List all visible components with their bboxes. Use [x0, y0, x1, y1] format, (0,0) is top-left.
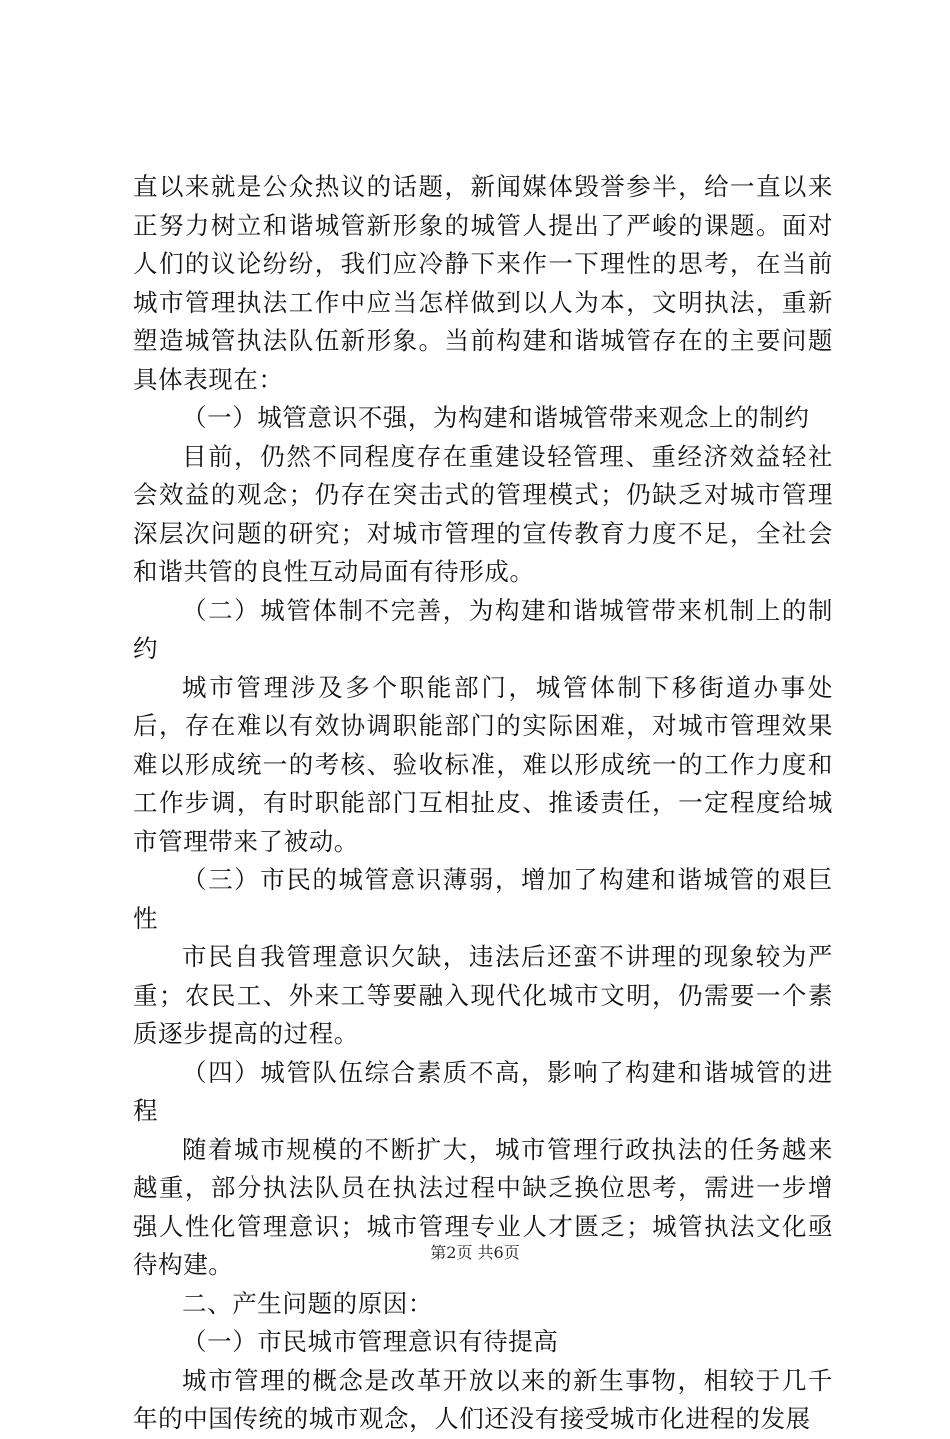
paragraph-body-1: 目前，仍然不同程度存在重建设轻管理、重经济效益轻社会效益的观念；仍存在突击式的管理模式；仍缺乏对城市管理深层次问题的研究；对城市管理的宣传教育力度不足，全社会和谐共管的良性互动局面有待形成。: [133, 441, 833, 586]
section-heading-4: （四）城管队伍综合素质不高，影响了构建和谐城管的进程: [133, 1057, 833, 1125]
paragraph-body-4: 随着城市规模的不断扩大，城市管理行政执法的任务越来越重，部分执法队员在执法过程中缺乏换位思考，需进一步增强人性化管理意识；城市管理专业人才匮乏；城管执法文化亟待构建。: [133, 1134, 833, 1279]
page-footer: [0, 1240, 950, 1263]
paragraph-body-3: 市民自我管理意识欠缺，违法后还蛮不讲理的现象较为严重；农民工、外来工等要融入现代化城市文明，仍需要一个素质逐步提高的过程。: [133, 942, 833, 1048]
paragraph-body-2: 城市管理涉及多个职能部门，城管体制下移街道办事处后，存在难以有效协调职能部门的实际困难，对城市管理效果难以形成统一的考核、验收标准，难以形成统一的工作力度和工作步调，有时职能部门互相扯皮、推诿责任，一定程度给城市管理带来了被动。: [133, 672, 833, 856]
page-number-label: 第2页 共6页: [430, 1243, 520, 1262]
section-heading-5: （一）市民城市管理意识有待提高: [182, 1327, 559, 1356]
section-heading-3: （三）市民的城管意识薄弱，增加了构建和谐城管的艰巨性: [133, 865, 833, 933]
chapter-heading-2: 二、产生问题的原因：: [182, 1288, 433, 1318]
paragraph-intro: 直以来就是公众热议的话题，新闻媒体毁誉参半，给一直以来正努力树立和谐城管新形象的城管人提出了严峻的课题。面对人们的议论纷纷，我们应冷静下来作一下理性的思考，在当前城市管理执法工作中应当怎样做到以人为本，文明执法，重新塑造城管执法队伍新形象。当前构建和谐城管存在的主要问题具体表现在：: [133, 172, 833, 394]
section-heading-2: （二）城管体制不完善，为构建和谐城管带来机制上的制约: [133, 595, 833, 663]
paragraph-body-5: 城市管理的概念是改革开放以来的新生事物，相较于几千年的中国传统的城市观念，人们还没有接受城市化进程的发展: [133, 1365, 833, 1433]
section-heading-1: （一）城管意识不强，为构建和谐城管带来观念上的制约: [182, 403, 810, 432]
